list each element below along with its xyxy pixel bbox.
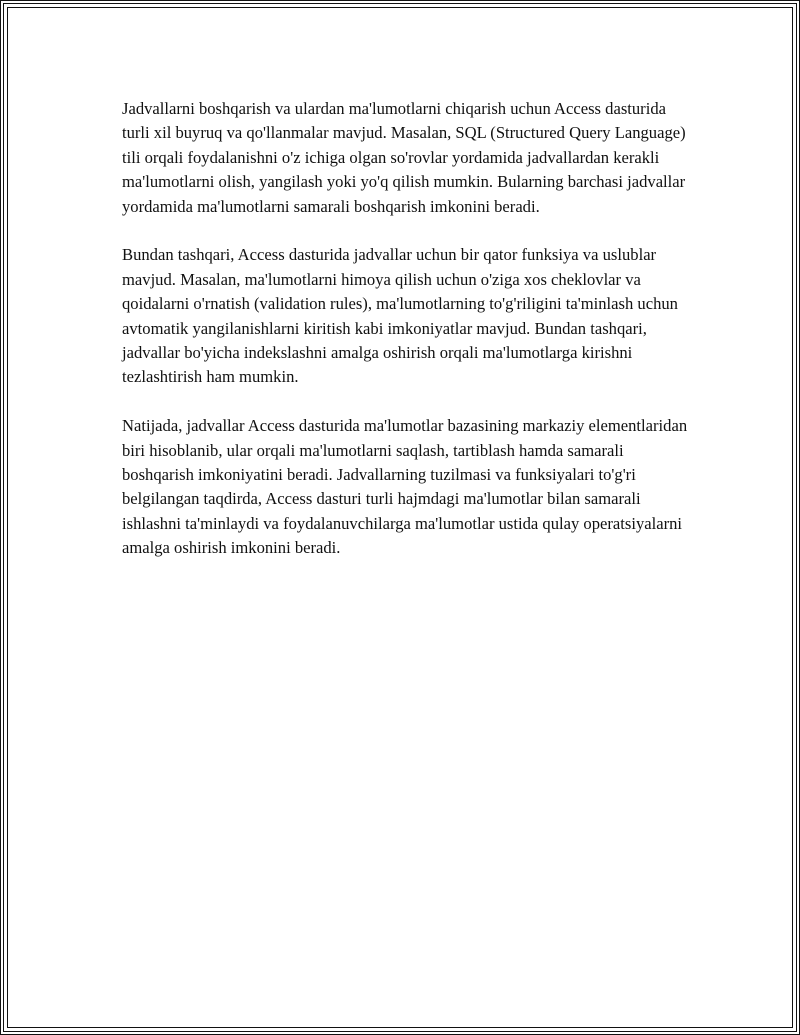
paragraph-3: Natijada, jadvallar Access dasturida ma'lumotlar bazasining markaziy elementlaridan biri hisoblanib, ular orqali ma'lumotlarni saqlash, tartiblash hamda samarali boshqarish imkoniyatini beradi. Jadvallarning tuzilmasi va funksiyalari to'g'ri belgilangan taqdirda, Access dasturi turli hajmdagi ma'lumotlar bilan samarali ishlashni ta'minlaydi va foydalanuvchilarga ma'lumotlar ustida qulay operatsiyalarni amalga oshirish imkonini beradi. [122,416,688,558]
document-body [122,97,688,585]
paragraph-1: Jadvallarni boshqarish va ulardan ma'lumotlarni chiqarish uchun Access dasturida turli xil buyruq va qo'llanmalar mavjud. Masalan, SQL (Structured Query Language) tili orqali foydalanishni o'z ichiga olgan so'rovlar yordamida jadvallardan kerakli ma'lumotlarni olish, yangilash yoki yo'q qilish mumkin. Bularning barchasi jadvallar yordamida ma'lumotlarni samarali boshqarish imkonini beradi. [122,99,686,216]
paragraph-2: Bundan tashqari, Access dasturida jadvallar uchun bir qator funksiya va uslublar mavjud. Masalan, ma'lumotlarni himoya qilish uchun o'ziga xos cheklovlar va qoidalarni o'rnatish (validation rules), ma'lumotlarning to'g'riligini ta'minlash uchun avtomatik yangilanishlarni kiritish kabi imkoniyatlar mavjud. Bundan tashqari, jadvallar bo'yicha indekslashni amalga oshirish orqali ma'lumotlarga kirishni tezlashtirish ham mumkin. [122,245,678,387]
